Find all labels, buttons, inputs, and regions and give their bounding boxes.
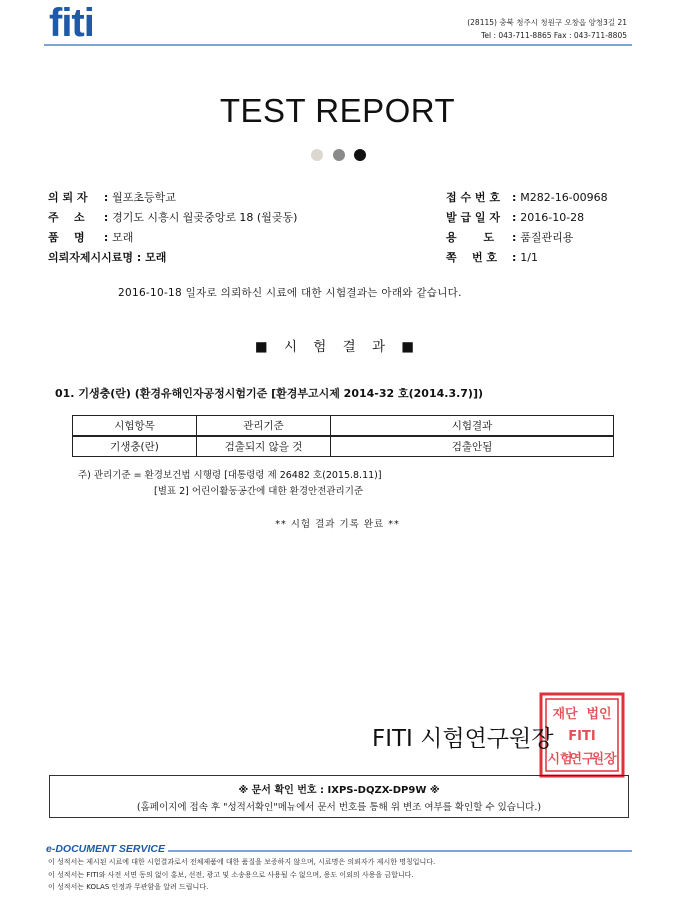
table-header-cell: 시험결과 [331, 416, 614, 437]
info-row-purpose: 용 도 : 품질관리용 [446, 228, 608, 248]
table-header-cell: 시험항목 [73, 416, 197, 437]
info-value: 2016-10-28 [520, 211, 585, 224]
doc-verify-number: ※ 문서 확인 번호 : IXPS-DQZX-DP9W ※ [238, 785, 440, 796]
info-value: 월포초등학교 [112, 191, 176, 204]
info-row-requester: 의 뢰 자 : 월포초등학교 [48, 188, 297, 208]
footer-note: 이 성적서는 KOLAS 인정과 무관함을 알려 드립니다. [48, 883, 209, 891]
info-row-address: 주 소 : 경기도 시흥시 월곶중앙로 18 (월곶동) [48, 208, 297, 228]
info-label: 용 도 [446, 231, 495, 244]
footer-divider [168, 850, 632, 852]
seal-text: 재단 [552, 707, 578, 722]
info-label: 주 소 [48, 211, 85, 224]
seal-text: 연구 [569, 752, 595, 767]
table-row [73, 436, 614, 457]
footer-note: 이 성적서는 제시된 시료에 대한 시험결과로서 전체제품에 대한 품질을 보증하지 않으며, 시료명은 의뢰자가 제시한 명칭입니다. [48, 858, 436, 866]
info-label: 접 수 번 호 [446, 191, 500, 204]
footer-notes [48, 856, 435, 894]
seal-text: FITI [568, 729, 596, 744]
info-label: 쪽 번 호 [446, 251, 498, 264]
info-value: 품질관리용 [520, 231, 574, 244]
seal-text: 시험 [547, 752, 573, 767]
footer-note: 이 성적서는 FITI와 사전 서면 동의 없이 홍보, 선전, 광고 및 소송용으로 사용될 수 없으며, 용도 이외의 사용을 금합니다. [48, 870, 414, 879]
results-table [72, 415, 614, 457]
table-header-row [73, 416, 614, 437]
dot-mid [333, 149, 345, 161]
e-document-service-label: e-DOCUMENT SERVICE [46, 843, 166, 855]
end-of-results: ** 시험 결과 기록 완료 ** [275, 519, 400, 530]
intro-text: 2016-10-18 일자로 의뢰하신 시료에 대한 시험결과는 아래와 같습니다. [118, 287, 462, 299]
report-title: TEST REPORT [219, 92, 456, 129]
info-label: 품 명 [48, 231, 85, 244]
seal-text: 원장 [591, 752, 617, 767]
info-value: 모래 [145, 251, 167, 264]
info-value: 1/1 [520, 251, 538, 264]
info-value: 경기도 시흥시 월곶중앙로 18 (월곶동) [112, 211, 298, 224]
table-cell: 검출안됨 [331, 436, 614, 457]
dot-dark [354, 149, 366, 161]
info-label: 발 급 일 자 [446, 211, 500, 224]
right-info [446, 188, 608, 268]
test-item-title: 01. 기생충(란) (환경유해인자공정시험기준 [환경부고시제 2014-32 호(2014.3.7)]) [55, 387, 484, 400]
table-cell: 기생충(란) [73, 436, 197, 457]
note-line-2: [별표 2] 어린이활동공간에 대한 환경안전관리기준 [154, 486, 364, 497]
info-row-page-no: 쪽 번 호 : 1/1 [446, 248, 608, 268]
info-row-receipt-no: 접 수 번 호 : M282-16-00968 [446, 188, 608, 208]
info-label: 의 뢰 자 [48, 191, 88, 204]
section-title: ■ 시 험 결 과 ■ [254, 339, 421, 355]
company-contact: Tel : 043-711-8865 Fax : 043-711-8805 [481, 31, 627, 40]
seal-text: 법인 [586, 707, 612, 722]
info-row-product: 품 명 : 모래 [48, 228, 297, 248]
company-address-block [467, 16, 627, 42]
info-row-issue-date: 발 급 일 자 : 2016-10-28 [446, 208, 608, 228]
fiti-logo [47, 2, 157, 42]
signatory: FITI 시험연구원장 [372, 726, 554, 752]
doc-verify-instructions: (홈페이지에 접속 후 "성적서확인"메뉴에서 문서 번호를 통해 위 변조 여부를 확인할 수 있습니다.) [136, 802, 542, 813]
table-header-cell: 관리기준 [197, 416, 331, 437]
left-info [48, 188, 297, 268]
header-divider [44, 44, 632, 46]
note-line-1: 주) 관리기준 = 환경보건법 시행령 [대통령령 제 26482 호(2015.8.11)] [78, 470, 382, 481]
document-verification-box [49, 775, 629, 818]
standard-note [78, 468, 382, 500]
title-dots [311, 149, 371, 163]
table-cell: 검출되지 않을 것 [197, 436, 331, 457]
info-value: M282-16-00968 [520, 191, 608, 204]
logo-text: fiti [49, 2, 94, 42]
dot-light [311, 149, 323, 161]
company-address: (28115) 충북 청주시 청원구 오창읍 양청3길 21 [467, 18, 627, 27]
info-value: 모래 [112, 231, 134, 244]
info-row-sample-name: 의뢰자제시시료명 : 모래 [48, 248, 297, 268]
info-label: 의뢰자제시시료명 [48, 251, 134, 264]
